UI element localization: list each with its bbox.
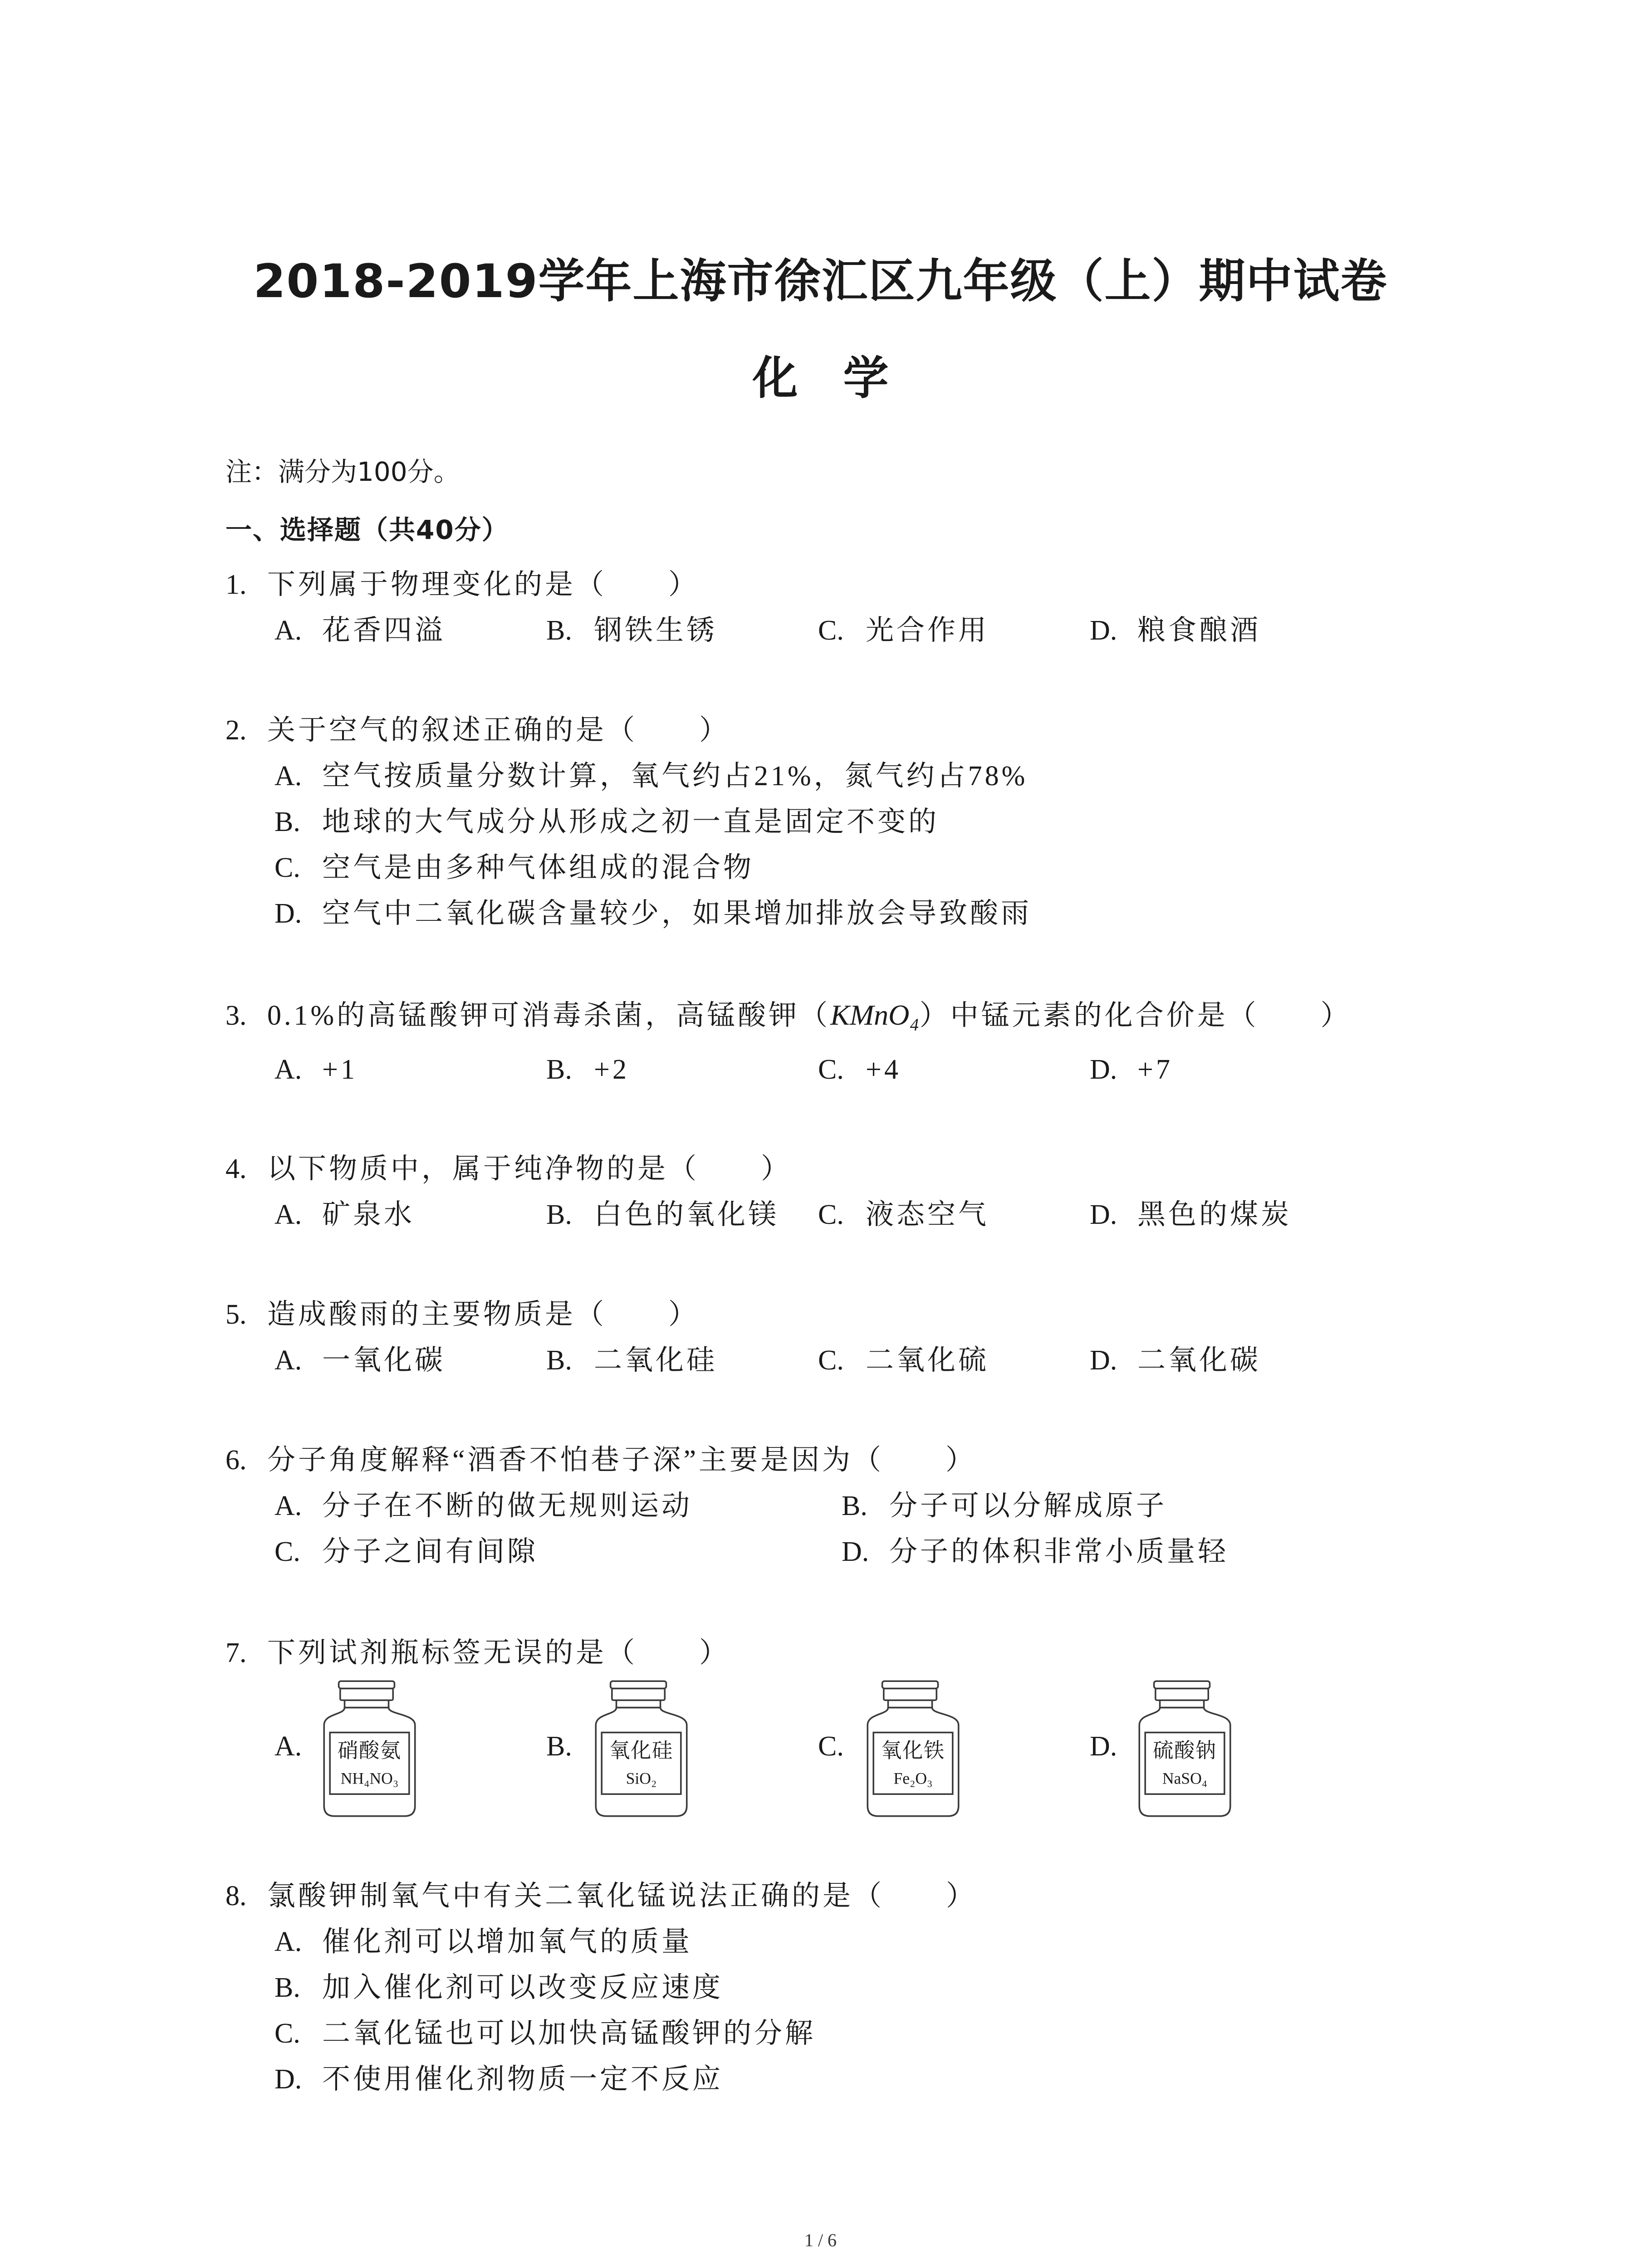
- option-text: 白色的氧化镁: [594, 1199, 779, 1230]
- option-b: [274, 799, 1587, 845]
- option-letter: D.: [274, 898, 302, 929]
- bottle-cap-skirt: [1156, 1688, 1208, 1700]
- option-text: 一氧化碳: [322, 1345, 446, 1376]
- label-name: 氧化硅: [609, 1739, 673, 1762]
- bottle-neck: [617, 1700, 661, 1707]
- option-d: [842, 1529, 1409, 1575]
- option-c: [818, 1680, 1090, 1818]
- option-text: 空气按质量分数计算，氧气约占21%，氮气约占78%: [322, 761, 1028, 792]
- bottle-cap: [882, 1681, 938, 1688]
- bottle-neck: [1160, 1700, 1204, 1707]
- option-a: [274, 1483, 842, 1529]
- option-text: 加入催化剂可以改变反应速度: [322, 1972, 724, 2003]
- question-text: 下列试剂瓶标签无误的是（ ）: [267, 1637, 730, 1668]
- option-d: [274, 891, 1587, 937]
- option-d: [1090, 1338, 1362, 1383]
- bottle-options: [274, 1680, 1587, 1818]
- question-text: 造成酸雨的主要物质是（ ）: [267, 1299, 700, 1330]
- option-text: 不使用催化剂物质一定不反应: [322, 2064, 724, 2095]
- option-letter: C.: [818, 1199, 844, 1230]
- option-letter: A.: [274, 1199, 302, 1230]
- label-name: 硫酸钠: [1153, 1739, 1217, 1762]
- option-text: 分子的体积非常小质量轻: [889, 1536, 1229, 1567]
- option-letter: C.: [818, 1731, 844, 1762]
- option-letter: C.: [818, 1345, 844, 1376]
- question-4: [225, 1146, 1587, 1238]
- option-letter: D.: [1090, 1345, 1117, 1376]
- option-c: [818, 1338, 1090, 1383]
- option-letter: B.: [546, 1731, 572, 1762]
- option-text: +1: [322, 1054, 358, 1085]
- option-c: [274, 845, 1587, 891]
- question-1: [225, 562, 1587, 654]
- question-stem: [225, 1292, 1587, 1338]
- option-text: +4: [866, 1054, 901, 1085]
- exam-title: 2018-2019学年上海市徐汇区九年级（上）期中试卷: [253, 254, 1388, 308]
- option-c: [818, 1047, 1090, 1093]
- question-number: 7.: [225, 1637, 247, 1668]
- option-letter: D.: [1090, 615, 1117, 646]
- page-number: 1 / 6: [804, 2230, 837, 2250]
- option-b: [546, 1047, 818, 1093]
- option-text: 分子之间有间隙: [322, 1536, 539, 1567]
- chemical-formula: KMnO₄: [830, 999, 920, 1031]
- option-text: 催化剂可以增加氧气的质量: [322, 1926, 693, 1957]
- option-text: 二氧化锰也可以加快高锰酸钾的分解: [322, 2018, 816, 2049]
- label-name: 硝酸氨: [338, 1739, 402, 1762]
- option-b: [546, 1192, 818, 1238]
- option-text: 空气中二氧化碳含量较少，如果增加排放会导致酸雨: [322, 898, 1032, 929]
- options: [274, 1192, 1587, 1238]
- question-7: [225, 1630, 1587, 1818]
- question-stem: [225, 708, 1587, 753]
- option-a: [274, 1919, 1587, 1965]
- question-stem: [225, 1146, 1587, 1192]
- question-stem: [225, 1630, 1587, 1676]
- options: [274, 1047, 1587, 1093]
- options: [274, 753, 1587, 937]
- question-5: [225, 1292, 1587, 1383]
- question-2: [225, 708, 1587, 937]
- option-letter: A.: [274, 1054, 302, 1085]
- option-b: [546, 1338, 818, 1383]
- options: [274, 608, 1587, 654]
- question-text: 氯酸钾制氧气中有关二氧化锰说法正确的是（ ）: [267, 1881, 977, 1911]
- option-text: 钢铁生锈: [594, 615, 718, 646]
- option-letter: B.: [546, 1054, 572, 1085]
- label-formula: SiO₂: [626, 1769, 657, 1788]
- label-formula: NaSO₄: [1162, 1769, 1208, 1788]
- option-letter: C.: [818, 1054, 844, 1085]
- question-number: 5.: [225, 1299, 247, 1330]
- bottle-cap: [339, 1681, 395, 1688]
- reagent-bottle-icon: [1134, 1680, 1235, 1818]
- subject-title: 化 学: [752, 352, 889, 405]
- bottle-neck: [345, 1700, 389, 1707]
- reagent-bottle-icon: [862, 1680, 964, 1818]
- option-text: 液态空气: [866, 1199, 989, 1230]
- option-text: 分子可以分解成原子: [889, 1491, 1167, 1521]
- question-text-before: 0.1%的高锰酸钾可消毒杀菌，高锰酸钾（: [267, 1000, 831, 1031]
- label-formula: NH₄NO₃: [340, 1769, 399, 1788]
- option-text: 空气是由多种气体组成的混合物: [322, 852, 754, 883]
- bottle-cap-skirt: [884, 1688, 936, 1700]
- options: [274, 1483, 1587, 1575]
- option-text: 分子在不断的做无规则运动: [322, 1491, 693, 1521]
- question-stem: [225, 992, 1587, 1038]
- question-text: 下列属于物理变化的是（ ）: [267, 569, 700, 600]
- options: [274, 1919, 1587, 2102]
- option-letter: D.: [842, 1536, 869, 1567]
- option-c: [274, 2011, 1587, 2057]
- option-text: 二氧化硅: [594, 1345, 718, 1376]
- reagent-bottle-icon: [591, 1680, 692, 1818]
- option-letter: C.: [274, 852, 300, 883]
- options: [274, 1338, 1587, 1383]
- option-letter: A.: [274, 1926, 302, 1957]
- question-text: 关于空气的叙述正确的是（ ）: [267, 715, 730, 746]
- section-heading: 一、选择题（共40分）: [225, 514, 509, 545]
- option-a: [274, 1680, 546, 1818]
- question-number: 2.: [225, 715, 247, 746]
- question-6: [225, 1437, 1587, 1575]
- option-letter: A.: [274, 1491, 302, 1521]
- option-text: 地球的大气成分从形成之初一直是固定不变的: [322, 807, 940, 837]
- option-text: 二氧化碳: [1137, 1345, 1261, 1376]
- option-d: [1090, 608, 1362, 654]
- option-text: 二氧化硫: [866, 1345, 989, 1376]
- option-letter: A.: [274, 1731, 302, 1762]
- reagent-bottle-icon: [319, 1680, 420, 1818]
- option-letter: B.: [842, 1491, 867, 1521]
- option-letter: D.: [1090, 1199, 1117, 1230]
- option-b: [274, 1965, 1587, 2011]
- option-c: [274, 1529, 842, 1575]
- bottle-cap-skirt: [612, 1688, 665, 1700]
- option-letter: A.: [274, 615, 302, 646]
- option-text: 矿泉水: [322, 1199, 415, 1230]
- option-b: [842, 1483, 1409, 1529]
- option-letter: C.: [274, 1536, 300, 1567]
- question-number: 8.: [225, 1881, 247, 1911]
- question-8: [225, 1873, 1587, 2102]
- option-letter: B.: [274, 807, 300, 837]
- bottle-cap: [1154, 1681, 1210, 1688]
- option-text: +2: [594, 1054, 629, 1085]
- option-letter: C.: [818, 615, 844, 646]
- option-a: [274, 608, 546, 654]
- option-a: [274, 1338, 546, 1383]
- option-text: 花香四溢: [322, 615, 446, 646]
- question-stem: [225, 562, 1587, 608]
- question-text: 分子角度解释“酒香不怕巷子深”主要是因为（ ）: [267, 1445, 977, 1476]
- option-text: 粮食酿酒: [1137, 615, 1261, 646]
- option-d: [274, 2057, 1587, 2102]
- bottle-cap: [611, 1681, 666, 1688]
- label-formula: Fe₂O₃: [893, 1769, 933, 1788]
- option-letter: D.: [274, 2064, 302, 2095]
- option-letter: B.: [546, 615, 572, 646]
- label-name: 氧化铁: [881, 1739, 945, 1762]
- question-text: 以下物质中，属于纯净物的是（ ）: [267, 1154, 792, 1184]
- question-stem: [225, 1873, 1587, 1919]
- option-letter: D.: [1090, 1054, 1117, 1085]
- option-text: 黑色的煤炭: [1137, 1199, 1292, 1230]
- bottle-neck: [888, 1700, 932, 1707]
- question-number: 6.: [225, 1445, 247, 1476]
- option-letter: B.: [274, 1972, 300, 2003]
- option-a: [274, 1192, 546, 1238]
- question-stem: [225, 1437, 1587, 1483]
- option-letter: D.: [1090, 1731, 1117, 1762]
- question-number: 3.: [225, 1000, 247, 1031]
- option-letter: B.: [546, 1199, 572, 1230]
- option-letter: B.: [546, 1345, 572, 1376]
- option-d: [1090, 1047, 1362, 1093]
- question-3: [225, 992, 1587, 1093]
- option-text: 光合作用: [866, 615, 989, 646]
- option-letter: C.: [274, 2018, 300, 2049]
- option-text: +7: [1137, 1054, 1173, 1085]
- question-text-after: ）中锰元素的化合价是（ ）: [919, 1000, 1352, 1031]
- bottle-cap-skirt: [340, 1688, 393, 1700]
- question-number: 1.: [225, 569, 247, 600]
- option-b: [546, 1680, 818, 1818]
- score-note: 注：满分为100分。: [225, 456, 460, 487]
- option-d: [1090, 1192, 1362, 1238]
- option-letter: A.: [274, 1345, 302, 1376]
- option-c: [818, 1192, 1090, 1238]
- option-c: [818, 608, 1090, 654]
- option-letter: A.: [274, 761, 302, 792]
- option-a: [274, 1047, 546, 1093]
- question-number: 4.: [225, 1154, 247, 1184]
- option-b: [546, 608, 818, 654]
- option-d: [1090, 1680, 1362, 1818]
- option-a: [274, 753, 1587, 799]
